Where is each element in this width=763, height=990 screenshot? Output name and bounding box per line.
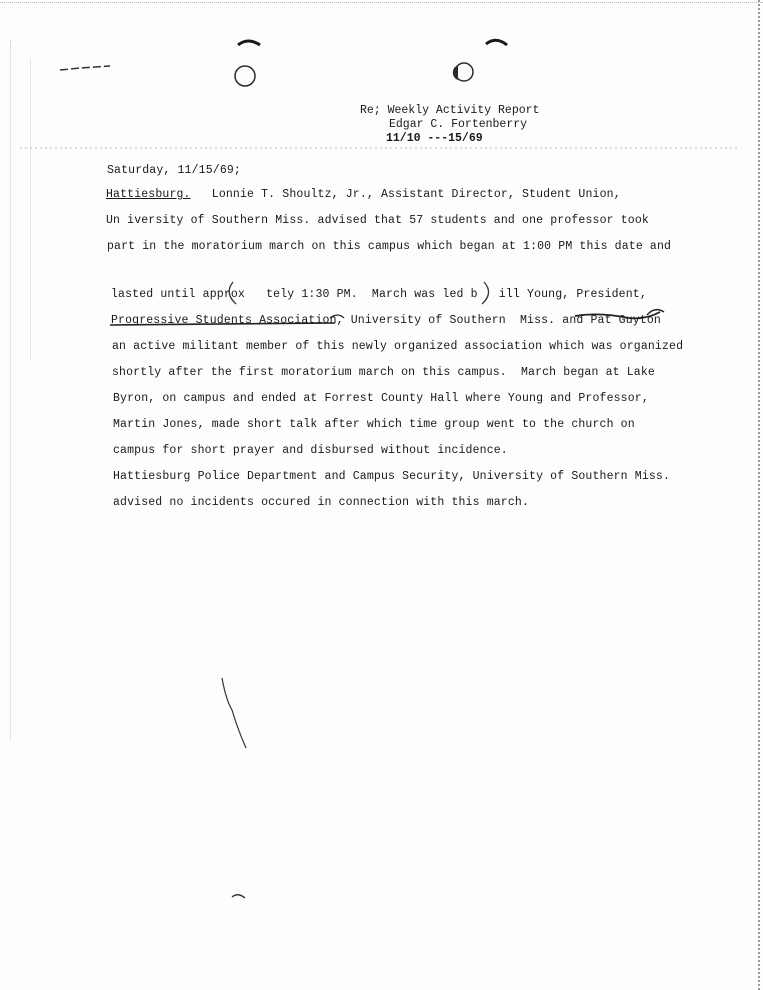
punch-hole-right-fill [453, 65, 458, 80]
body-line-3: part in the moratorium march on this campus which began at 1:00 PM this date and [107, 240, 672, 253]
scratch-top-left [60, 66, 110, 70]
location-heading: Hattiesburg. [106, 188, 191, 201]
pen-scratch [222, 678, 246, 748]
body-line-6: an active militant member of this newly organized association which was organized [112, 340, 684, 353]
small-mark-bottom [232, 895, 245, 898]
entry-date: Saturday, 11/15/69; [107, 164, 241, 177]
body-line-11: Hattiesburg Police Department and Campus Security, University of Southern Miss. [113, 470, 671, 483]
body-line-8: Byron, on campus and ended at Forrest County Hall where Young and Professor, [113, 392, 649, 405]
report-line-dates: 11/10 ---15/69 [386, 132, 483, 145]
body-line-4: lasted until approx tely 1:30 PM. March was led b ill Young, President, [111, 288, 647, 301]
report-line-author: Edgar C. Fortenberry [389, 118, 528, 131]
body-line-9: Martin Jones, made short talk after which time group went to the church on [113, 418, 635, 431]
body-line-5: Progressive Students Association, University of Southern Miss. and Pat Guyton [111, 314, 661, 327]
punch-hole-left [235, 66, 255, 86]
body-line-2: Un iversity of Southern Miss. advised that 57 students and one professor took [106, 214, 649, 227]
top-mark-right [486, 40, 507, 45]
top-mark-left [238, 41, 260, 45]
body-line-7: shortly after the first moratorium march on this campus. March began at Lake [112, 366, 655, 379]
report-line-re: Re; Weekly Activity Report [360, 104, 540, 117]
body-line-1-text: Lonnie T. Shoultz, Jr., Assistant Director, Student Union, [190, 188, 621, 201]
body-line-12: advised no incidents occured in connection with this march. [113, 496, 530, 509]
body-line-10: campus for short prayer and disbursed without incidence. [113, 444, 508, 457]
body-line-1 [106, 188, 621, 202]
